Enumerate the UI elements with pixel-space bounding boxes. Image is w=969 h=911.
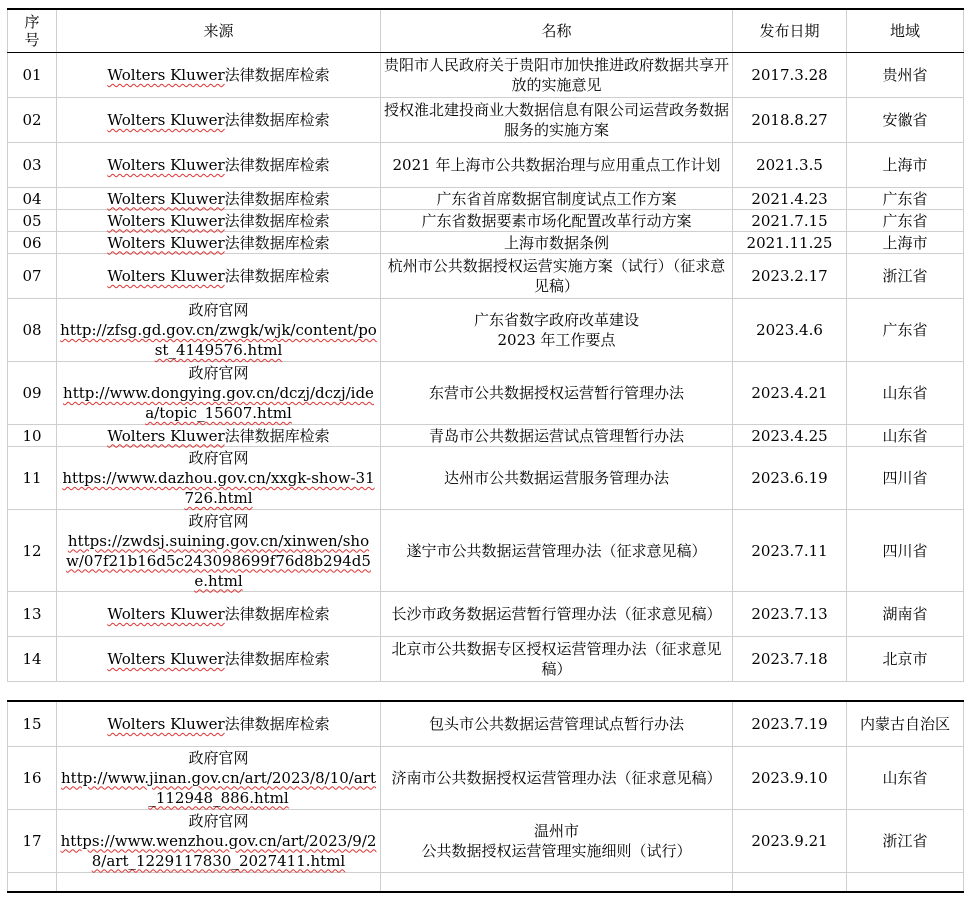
source-wolters-kluwer: Wolters Kluwer <box>107 189 225 208</box>
row-date: 2023.6.19 <box>733 447 847 510</box>
source-url-link[interactable]: https://www.wenzhou.gov.cn/art/2023/9/28/art_1229117830_2027411.html <box>60 831 377 870</box>
row-source <box>57 254 381 299</box>
row-date: 2023.7.13 <box>733 592 847 637</box>
row-name: 广东省首席数据官制度试点工作方案 <box>381 188 733 210</box>
source-wolters-kluwer: Wolters Kluwer <box>107 267 225 285</box>
table-row <box>8 143 964 188</box>
row-date: 2023.2.17 <box>733 254 847 299</box>
row-region: 浙江省 <box>847 254 964 299</box>
row-region: 安徽省 <box>847 98 964 143</box>
row-source <box>57 98 381 143</box>
row-name: 贵阳市人民政府关于贵阳市加快推进政府数据共享开放的实施意见 <box>381 53 733 98</box>
row-source <box>57 746 381 809</box>
source-gov-label: 政府官网 <box>188 364 249 382</box>
row-date: 2023.7.18 <box>733 637 847 682</box>
row-number: 12 <box>8 510 57 592</box>
source-db-label: 法律数据库检索 <box>224 426 330 445</box>
row-date: 2023.7.19 <box>733 701 847 746</box>
row-source <box>57 701 381 746</box>
row-source <box>57 425 381 447</box>
row-date: 2017.3.28 <box>733 53 847 98</box>
source-url-link[interactable]: https://zwdsj.suining.gov.cn/xinwen/show/07f21b16d5c243098699f76d8b294d5e.html <box>66 531 371 590</box>
source-db-label: 法律数据库检索 <box>224 650 330 668</box>
row-source <box>57 299 381 362</box>
table-header-row <box>8 9 964 53</box>
row-name: 长沙市政务数据运营暂行管理办法（征求意见稿） <box>381 592 733 637</box>
source-wolters-kluwer: Wolters Kluwer <box>107 605 225 623</box>
row-date: 2018.8.27 <box>733 98 847 143</box>
table-row <box>8 637 964 682</box>
source-db-label: 法律数据库检索 <box>224 111 330 129</box>
row-source <box>57 188 381 210</box>
table-row <box>8 425 964 447</box>
source-db-label: 法律数据库检索 <box>224 267 330 285</box>
row-region: 广东省 <box>847 210 964 232</box>
source-url-link[interactable]: http://zfsg.gd.gov.cn/zwgk/wjk/content/post_4149576.html <box>60 321 377 359</box>
table-body-continued <box>8 701 964 892</box>
row-number: 01 <box>8 53 57 98</box>
row-name: 遂宁市公共数据运营管理办法（征求意见稿） <box>381 510 733 592</box>
source-wolters-kluwer: Wolters Kluwer <box>107 211 225 230</box>
table-row <box>8 232 964 254</box>
source-wolters-kluwer: Wolters Kluwer <box>107 714 225 733</box>
row-date: 2023.4.21 <box>733 362 847 425</box>
table-row <box>8 210 964 232</box>
source-wolters-kluwer: Wolters Kluwer <box>107 66 225 84</box>
table-row <box>8 362 964 425</box>
header-no: 序 号 <box>8 9 57 53</box>
source-db-label: 法律数据库检索 <box>224 211 330 230</box>
header-region: 地域 <box>847 9 964 53</box>
row-region: 湖南省 <box>847 592 964 637</box>
table-row <box>8 510 964 592</box>
source-wolters-kluwer: Wolters Kluwer <box>107 233 225 252</box>
row-name: 包头市公共数据运营管理试点暂行办法 <box>381 701 733 746</box>
source-db-label: 法律数据库检索 <box>224 605 330 623</box>
row-source <box>57 592 381 637</box>
row-name: 青岛市公共数据运营试点管理暂行办法 <box>381 425 733 447</box>
row-name: 上海市数据条例 <box>381 232 733 254</box>
row-date: 2021.11.25 <box>733 232 847 254</box>
row-name: 北京市公共数据专区授权运营管理办法（征求意见稿） <box>381 637 733 682</box>
row-region: 广东省 <box>847 299 964 362</box>
source-db-label: 法律数据库检索 <box>224 714 330 733</box>
source-gov-label: 政府官网 <box>188 511 249 530</box>
row-name: 东营市公共数据授权运营暂行管理办法 <box>381 362 733 425</box>
row-region: 上海市 <box>847 232 964 254</box>
table-row <box>8 809 964 872</box>
row-source <box>57 232 381 254</box>
row-date: 2021.3.5 <box>733 143 847 188</box>
source-gov-label: 政府官网 <box>188 811 249 830</box>
row-name: 温州市 公共数据授权运营管理实施细则（试行） <box>381 809 733 872</box>
row-region: 上海市 <box>847 143 964 188</box>
empty-cell <box>847 872 964 892</box>
row-region: 山东省 <box>847 746 964 809</box>
row-source <box>57 809 381 872</box>
row-source <box>57 53 381 98</box>
row-number: 07 <box>8 254 57 299</box>
row-name: 2021 年上海市公共数据治理与应用重点工作计划 <box>381 143 733 188</box>
table-row <box>8 592 964 637</box>
row-name: 授权淮北建投商业大数据信息有限公司运营政务数据服务的实施方案 <box>381 98 733 143</box>
row-name: 广东省数字政府改革建设 2023 年工作要点 <box>381 299 733 362</box>
row-region: 北京市 <box>847 637 964 682</box>
row-region: 贵州省 <box>847 53 964 98</box>
row-region: 四川省 <box>847 447 964 510</box>
table-row <box>8 447 964 510</box>
row-number: 08 <box>8 299 57 362</box>
table-row-empty <box>8 872 964 892</box>
source-db-label: 法律数据库检索 <box>224 189 330 208</box>
source-wolters-kluwer: Wolters Kluwer <box>107 156 225 174</box>
source-gov-label: 政府官网 <box>188 748 249 767</box>
row-number: 11 <box>8 447 57 510</box>
row-date: 2021.4.23 <box>733 188 847 210</box>
row-number: 04 <box>8 188 57 210</box>
row-region: 浙江省 <box>847 809 964 872</box>
header-date: 发布日期 <box>733 9 847 53</box>
row-source <box>57 447 381 510</box>
table-body <box>8 53 964 682</box>
table-row <box>8 188 964 210</box>
row-number: 16 <box>8 746 57 809</box>
row-number: 14 <box>8 637 57 682</box>
source-db-label: 法律数据库检索 <box>224 156 330 174</box>
table-row <box>8 254 964 299</box>
table-row <box>8 53 964 98</box>
source-url-link[interactable]: http://www.dongying.gov.cn/dczj/dczj/idea/topic_15607.html <box>63 384 374 422</box>
row-name: 达州市公共数据运营服务管理办法 <box>381 447 733 510</box>
source-gov-label: 政府官网 <box>188 449 249 467</box>
row-source <box>57 510 381 592</box>
row-name: 济南市公共数据授权运营管理办法（征求意见稿） <box>381 746 733 809</box>
row-name: 杭州市公共数据授权运营实施方案（试行）（征求意见稿） <box>381 254 733 299</box>
empty-cell <box>733 872 847 892</box>
row-number: 17 <box>8 809 57 872</box>
empty-cell <box>57 872 381 892</box>
source-db-label: 法律数据库检索 <box>224 66 330 84</box>
row-number: 15 <box>8 701 57 746</box>
source-url-link[interactable]: https://www.dazhou.gov.cn/xxgk-show-31726.html <box>62 469 375 507</box>
empty-cell <box>381 872 733 892</box>
table-row <box>8 746 964 809</box>
row-region: 山东省 <box>847 425 964 447</box>
row-region: 山东省 <box>847 362 964 425</box>
row-date: 2021.7.15 <box>733 210 847 232</box>
row-region: 广东省 <box>847 188 964 210</box>
source-wolters-kluwer: Wolters Kluwer <box>107 426 225 445</box>
row-source <box>57 143 381 188</box>
row-number: 03 <box>8 143 57 188</box>
row-name: 广东省数据要素市场化配置改革行动方案 <box>381 210 733 232</box>
source-wolters-kluwer: Wolters Kluwer <box>107 650 225 668</box>
row-number: 05 <box>8 210 57 232</box>
row-source <box>57 210 381 232</box>
row-date: 2023.9.21 <box>733 809 847 872</box>
row-date: 2023.7.11 <box>733 510 847 592</box>
source-db-label: 法律数据库检索 <box>224 233 330 252</box>
table-row <box>8 299 964 362</box>
row-number: 02 <box>8 98 57 143</box>
row-number: 13 <box>8 592 57 637</box>
row-date: 2023.9.10 <box>733 746 847 809</box>
policy-table <box>7 8 964 682</box>
source-wolters-kluwer: Wolters Kluwer <box>107 111 225 129</box>
row-source <box>57 637 381 682</box>
source-gov-label: 政府官网 <box>188 301 249 319</box>
row-number: 09 <box>8 362 57 425</box>
row-source <box>57 362 381 425</box>
row-region: 内蒙古自治区 <box>847 701 964 746</box>
row-number: 10 <box>8 425 57 447</box>
row-date: 2023.4.6 <box>733 299 847 362</box>
table-row <box>8 701 964 746</box>
source-url-link[interactable]: http://www.jinan.gov.cn/art/2023/8/10/art_112948_886.html <box>61 768 376 807</box>
policy-table-continued <box>7 700 964 893</box>
row-date: 2023.4.25 <box>733 425 847 447</box>
header-name: 名称 <box>381 9 733 53</box>
row-region: 四川省 <box>847 510 964 592</box>
table-row <box>8 98 964 143</box>
header-source: 来源 <box>57 9 381 53</box>
row-number: 06 <box>8 232 57 254</box>
empty-cell <box>8 872 57 892</box>
